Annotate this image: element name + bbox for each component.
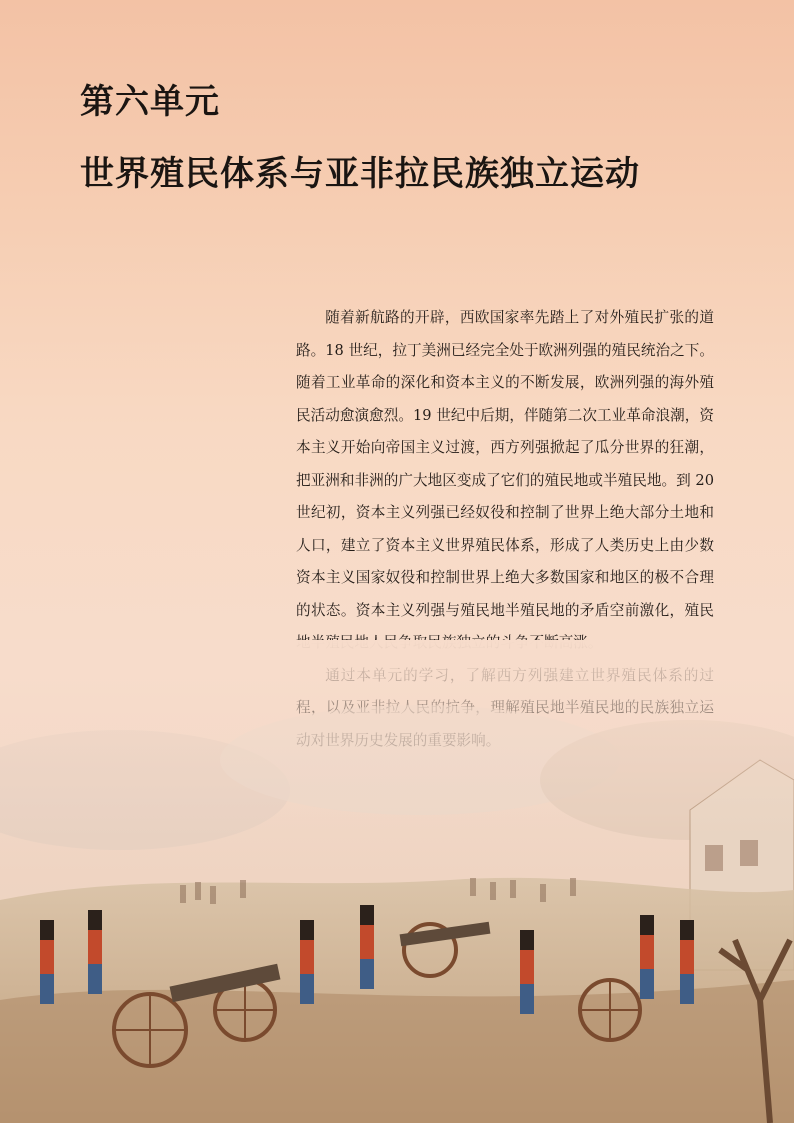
unit-title bbox=[80, 80, 640, 196]
unit-number: 第六单元 bbox=[80, 82, 220, 122]
battle-scene-icon bbox=[0, 640, 794, 1123]
intro-paragraph-1: 随着新航路的开辟，西欧国家率先踏上了对外殖民扩张的道路。18 世纪，拉丁美洲已经完全处于欧洲列强的殖民统治之下。随着工业革命的深化和资本主义的不断发展，欧洲列强的海外殖民活动愈演愈烈。19 世纪中后期，伴随第二次工业革命浪潮，资本主义开始向帝国主义过渡，西方列强掀起了瓜分世界的狂潮，把亚洲和非洲的广大地区变成了它们的殖民地或半殖民地。到 20 世纪初，资本主义列强已经奴役和控制了世界上绝大部分土地和人口，建立了资本主义世界殖民体系，形成了人类历史上由少数资本主义国家奴役和控制世界上绝大多数国家和地区的极不合理的状态。资本主义列强与殖民地半殖民地的矛盾空前激化，殖民 bbox=[296, 309, 714, 619]
unit-name: 世界殖民体系与亚非拉民族独立运动 bbox=[80, 154, 640, 194]
